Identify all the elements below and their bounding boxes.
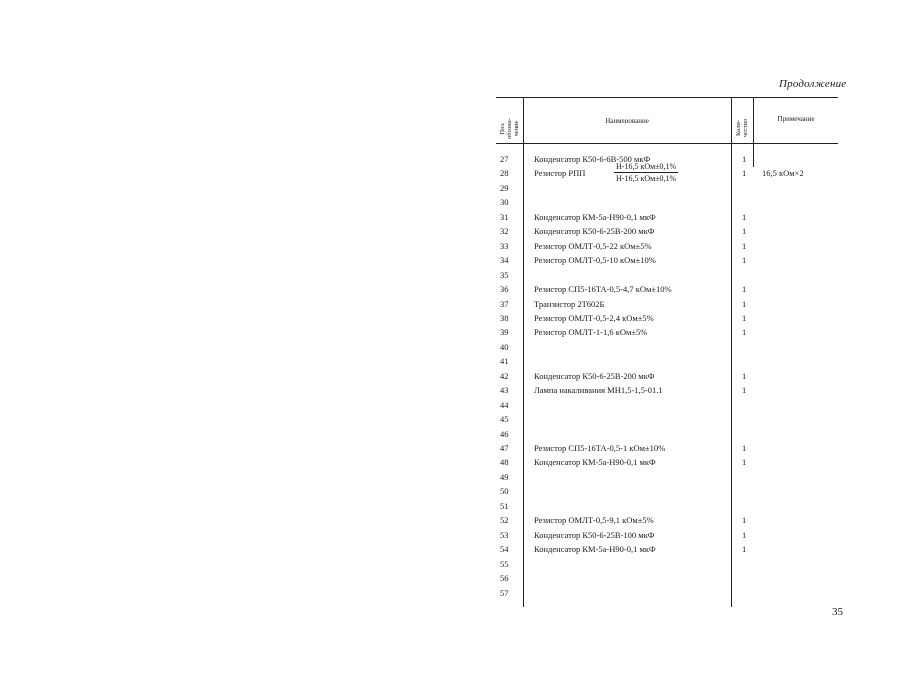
row-quantity: 1 — [742, 385, 747, 396]
table-row — [496, 501, 838, 515]
row-name-fraction — [614, 161, 678, 184]
row-position: 32 — [500, 226, 509, 237]
row-name: Конденсатор КМ-5а-Н90-0,1 мкФ — [534, 211, 656, 222]
row-name: Конденсатор К50-6-25В-200 мкФ — [534, 226, 655, 237]
row-position: 54 — [500, 544, 509, 555]
row-name: Резистор ОМЛТ-0,5-10 кОм±10% — [534, 255, 656, 266]
row-position: 48 — [500, 457, 509, 468]
table-row — [496, 530, 838, 544]
row-position: 55 — [500, 558, 509, 569]
row-quantity: 1 — [742, 226, 747, 237]
parts-table — [496, 97, 838, 607]
table-row — [496, 544, 838, 558]
table-row — [496, 241, 838, 255]
row-position: 42 — [500, 370, 509, 381]
row-position: 49 — [500, 471, 509, 482]
table-row — [496, 443, 838, 457]
row-name: Резистор ОМЛТ-0,5-22 кОм±5% — [534, 240, 652, 251]
row-position: 34 — [500, 255, 509, 266]
column-header-qty: Коли- чество — [735, 118, 750, 138]
row-quantity: 1 — [742, 529, 747, 540]
row-position: 33 — [500, 240, 509, 251]
table-row — [496, 212, 838, 226]
row-quantity: 1 — [742, 168, 747, 179]
table-row — [496, 472, 838, 486]
row-quantity: 1 — [742, 544, 747, 555]
row-name: Лампа накаливания МН1,5-1,5-01.1 — [534, 385, 663, 396]
table-row — [496, 559, 838, 573]
row-quantity: 1 — [742, 298, 747, 309]
row-position: 47 — [500, 443, 509, 453]
row-name: Конденсатор КМ-5а-Н90-0,1 мкФ — [534, 544, 656, 555]
continuation-label: Продолжение — [779, 78, 847, 90]
row-quantity: 1 — [742, 154, 747, 164]
table-row — [496, 284, 838, 298]
page-number: 35 — [832, 606, 843, 618]
row-position: 35 — [500, 269, 509, 280]
row-position: 37 — [500, 298, 509, 309]
row-position: 30 — [500, 197, 509, 208]
table-row — [496, 226, 838, 240]
row-quantity: 1 — [742, 443, 747, 453]
row-position: 39 — [500, 327, 509, 338]
header-bottom-rule — [496, 143, 838, 144]
table-row — [496, 342, 838, 356]
row-quantity: 1 — [742, 457, 747, 468]
fraction-numerator: Н-16,5 кОм±0,1% — [616, 162, 677, 172]
row-position: 29 — [500, 182, 509, 193]
table-row — [496, 327, 838, 341]
row-position: 44 — [500, 399, 509, 410]
row-position: 40 — [500, 341, 509, 352]
row-name: Конденсатор КМ-5а-Н90-0,1 мкФ — [534, 457, 656, 468]
row-position: 28 — [500, 168, 509, 179]
row-quantity: 1 — [742, 255, 747, 266]
table-row — [496, 486, 838, 500]
table-row — [496, 385, 838, 399]
table-top-rule — [496, 97, 838, 98]
column-header-note: Примечание — [777, 115, 815, 123]
table-row — [496, 371, 838, 385]
row-position: 57 — [500, 587, 509, 598]
row-name: Транзистор 2Т602Б — [534, 298, 605, 309]
table-row — [496, 162, 838, 184]
row-position: 50 — [500, 486, 509, 497]
row-position: 27 — [500, 154, 509, 164]
table-row — [496, 299, 838, 313]
column-header-pos: Поз. обозна- чение — [499, 117, 520, 139]
table-row — [496, 573, 838, 587]
row-quantity: 1 — [742, 515, 747, 526]
row-quantity: 1 — [742, 327, 747, 338]
row-position: 36 — [500, 284, 509, 295]
table-row — [496, 457, 838, 471]
row-name: Резистор РПП — [534, 168, 586, 179]
column-header-name: Наименование — [605, 117, 649, 125]
row-name: Резистор ОМЛТ-0,5-9,1 кОм±5% — [534, 515, 654, 526]
table-row — [496, 400, 838, 414]
row-position: 51 — [500, 500, 509, 511]
table-row — [496, 183, 838, 197]
table-row — [496, 515, 838, 529]
row-name: Резистор СП5-16ТА-0,5-1 кОм±10% — [534, 443, 666, 453]
table-row — [496, 356, 838, 370]
row-name: Резистор ОМЛТ-0,5-2,4 кОм±5% — [534, 312, 654, 323]
table-row — [496, 255, 838, 269]
table-row — [496, 197, 838, 211]
row-name: Резистор ОМЛТ-1-1,6 кОм±5% — [534, 327, 648, 338]
row-name: Резистор СП5-16ТА-0,5-4,7 кОм±10% — [534, 284, 672, 295]
row-position: 31 — [500, 211, 509, 222]
row-position: 43 — [500, 385, 509, 396]
row-quantity: 1 — [742, 211, 747, 222]
table-row — [496, 313, 838, 327]
row-position: 38 — [500, 312, 509, 323]
row-position: 56 — [500, 573, 509, 584]
row-position: 52 — [500, 515, 509, 526]
row-quantity: 1 — [742, 312, 747, 323]
row-name: Конденсатор К50-6-25В-100 мкФ — [534, 529, 655, 540]
table-row — [496, 270, 838, 284]
row-quantity: 1 — [742, 240, 747, 251]
table-row — [496, 588, 838, 602]
row-position: 45 — [500, 414, 509, 425]
row-quantity: 1 — [742, 284, 747, 295]
row-position: 41 — [500, 356, 509, 367]
row-position: 53 — [500, 529, 509, 540]
table-row — [496, 429, 838, 443]
row-name: Конденсатор К50-6-25В-200 мкФ — [534, 370, 655, 381]
fraction-denominator: Н-16,5 кОм±0,1% — [616, 174, 677, 184]
row-quantity: 1 — [742, 370, 747, 381]
row-note: 16,5 кОм×2 — [762, 168, 804, 179]
table-row — [496, 414, 838, 428]
row-name: Конденсатор К50-6-6В-500 мкФ — [534, 154, 651, 164]
row-position: 46 — [500, 428, 509, 439]
